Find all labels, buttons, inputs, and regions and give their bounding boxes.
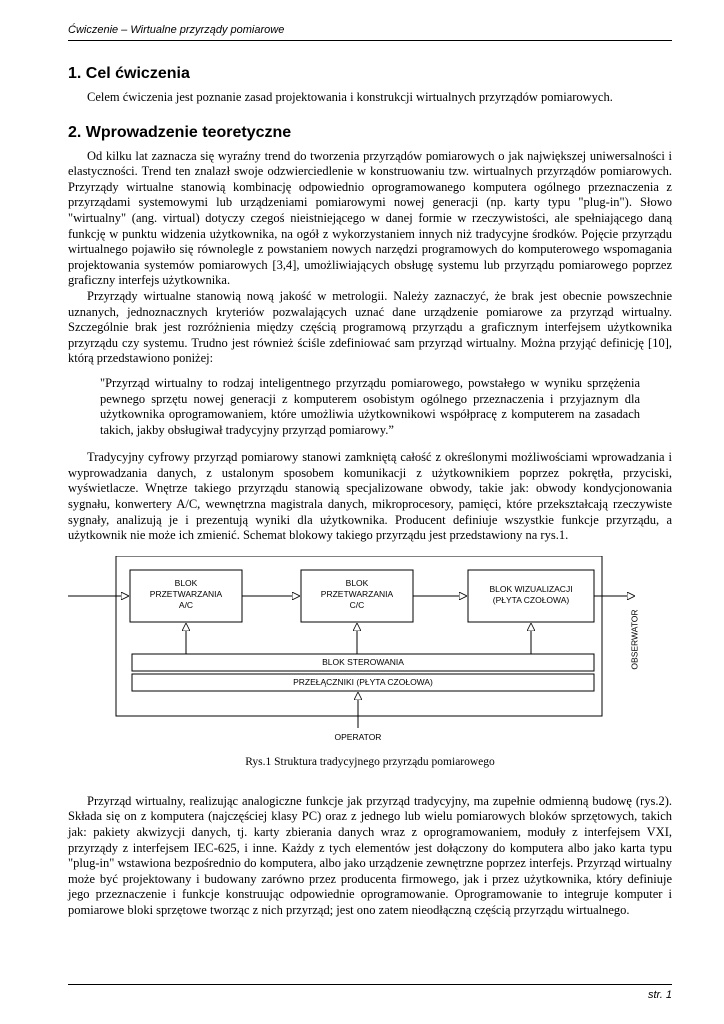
theory-paragraph-1: Od kilku lat zaznacza się wyraźny trend do tworzenia przyrządów pomiarowych o jak największej uniwersalności i elastyczności. Trend ten znalazł swoje odzwierciedlenie w konstruowaniu tzw. wirtualnych przyrządów pomiarowych. Przyrządy wirtualne stanowią kombinację odpowiednio oprogramowanego komputera ogólnego przeznaczenia z przyrządami systemowymi lub urządzeniami pomiarowymi nowej generacji (np. karty typu "plug-in"). Słowo "wirtualny" (ang. virtual) dotyczy czegoś nieistniejącego w danej formie w rzeczywistości, ale spełniającego daną funkcję w punktu widzenia użytkownika, na ogół z wykorzystaniem innych niż tradycyjne środków. Pojęcie przyrządu wirtualnego pojawiło się równolegle z powstaniem nowych narzędzi programowych do komputerowego wspomagania projektowania systemów pomiarowych [3,4], umożliwiających obsługę systemu lub przyrządu pomiarowego poprzez graficzny interfejs użytkownika.	[68, 148, 672, 288]
closing-paragraph: Przyrząd wirtualny, realizując analogiczne funkcje jak przyrząd tradycyjny, ma zupełnie odmienną budowę (rys.2). Składa się on z komputera (najczęściej klasy PC) oraz z jednego lub wielu pomiarowych bloków sprzętowych, takich jak: pakiety akwizycji danych, tj. karty zbierania danych wraz z oprogramowaniem, moduły z interfejsem VXI, przyrządy z interfejsem IEC-625, i inne. Każdy z tych elementów jest dołączony do komputera albo jako karta typu "plug-in" wstawiona bezpośrednio do komputera, albo jako urządzenie zewnętrzne poprzez interfejs. Przyrząd wirtualny może być projektowany i budowany zarówno przez producenta firmowego, jak i przez użytkownika, który definiuje jego przeznaczenie i funkcje konstruując odpowiednie oprogramowanie. Oprogramowanie to integruje komputer i pomiarowe bloki sprzętowe tworząc z nich przyrząd; jest ono zatem nieodłączną częścią przyrządu wirtualnego.	[68, 793, 672, 917]
block-visualization-label: BLOK WIZUALIZACJI (PŁYTA CZOŁOWA)	[489, 583, 573, 605]
block-ac-label: BLOK PRZETWARZANIA A/C	[149, 577, 223, 610]
block-diagram	[68, 556, 672, 746]
page-header-title: Ćwiczenie – Wirtualne przyrządy pomiarowe	[68, 24, 285, 36]
observer-label: OBSERWATOR	[629, 609, 640, 670]
block-cc-label: BLOK PRZETWARZANIA C/C	[320, 577, 394, 610]
page-number: str. 1	[647, 989, 672, 1001]
footer-rule	[68, 984, 672, 985]
document-body	[68, 64, 672, 919]
figure-caption: Rys.1 Struktura tradycyjnego przyrządu pomiarowego	[245, 755, 495, 768]
section-heading-goal: 1. Cel ćwiczenia	[68, 65, 190, 82]
goal-paragraph: Celem ćwiczenia jest poznanie zasad projektowania i konstrukcji wirtualnych przyrządów pomiarowych.	[87, 90, 613, 104]
operator-label: OPERATOR	[334, 731, 382, 742]
section-heading-theory: 2. Wprowadzenie teoretyczne	[68, 123, 292, 141]
definition-quote: "Przyrząd wirtualny to rodzaj inteligentnego przyrządu pomiarowego, powstałego w wyniku sprzężenia pewnego sprzętu nowej generacji z komputerem osobistym ogólnego przeznaczenia i przyjaznym dla użytkownika oprogramowaniem, które umożliwia użytkownikowi współpracę z komputerem na zasadach takich, jakby obsługiwał tradycyjny przyrząd pomiarowy.”	[100, 375, 640, 437]
block-control-label: BLOK STEROWANIA	[322, 656, 404, 667]
theory-paragraph-2: Przyrządy wirtualne stanowią nową jakość w metrologii. Należy zaznaczyć, że brak jest obecnie powszechnie uznanych, jednoznacznych kryteriów pozwalających uznać dane urządzenie pomiarowe za przyrząd wirtualny. Szczególnie brak jest rozróżnienia między częścią programową przyrządu a graficznym interfejsem użytkownika przyrządu czy systemu. Trudno jest również ściśle zdefiniować sam przyrząd wirtualny. Można przyjąć definicję [10], którą przedstawiono poniżej:	[68, 288, 672, 366]
block-switches-label: PRZEŁĄCZNIKI (PŁYTA CZOŁOWA)	[293, 676, 433, 687]
header-rule	[68, 40, 672, 41]
theory-paragraph-3: Tradycyjny cyfrowy przyrząd pomiarowy stanowi zamkniętą całość z określonymi możliwościami wprowadzania i wyprowadzania danych, z ustalonym sposobem komunikacji z użytkownikiem poprzez pokrętła, przyciski, wyświetlacze. Wnętrze takiego przyrządu stanowią specjalizowane obwody, takie jak: obwody kondycjonowania sygnału, konwertery A/C, wewnętrzna magistrala danych, mikroprocesory, pamięci, które przekształcają rzeczywiste sygnały, analizują je i prezentują wyniki dla użytkownika. Producent definiuje wszystkie funkcje przyrządu, a użytkownik nie może ich zmienić. Schemat blokowy takiego przyrządu jest przedstawiony na rys.1.	[68, 450, 672, 543]
